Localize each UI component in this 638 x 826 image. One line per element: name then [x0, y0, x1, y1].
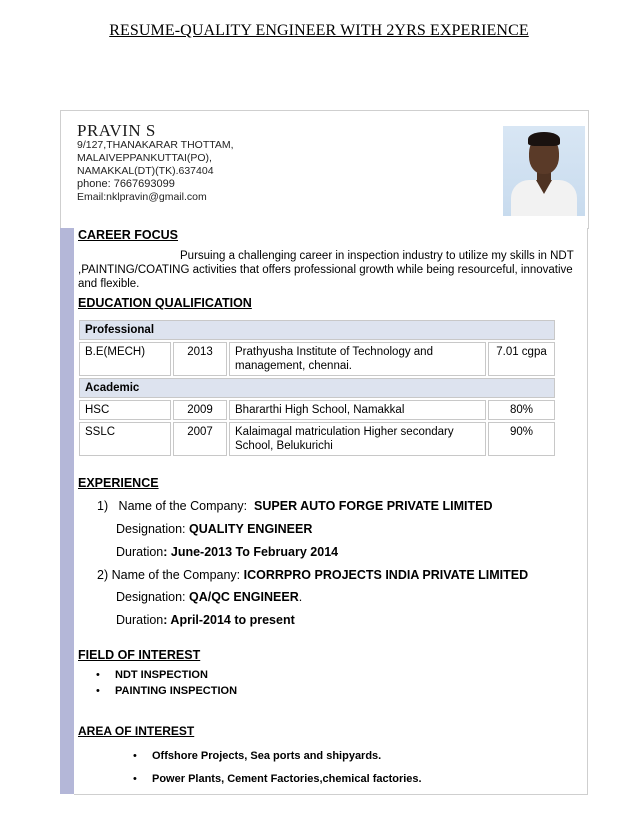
- year-cell: 2013: [173, 342, 227, 376]
- institution-cell: Prathyusha Institute of Technology and management, chennai.: [229, 342, 486, 376]
- address-line-1: 9/127,THANAKARAR THOTTAM,: [77, 139, 234, 151]
- score-cell: 80%: [488, 400, 555, 420]
- left-accent-bar: [60, 228, 74, 794]
- institution-cell: Bhararthi High School, Namakkal: [229, 400, 486, 420]
- address-line-3: NAMAKKAL(DT)(TK).637404: [77, 165, 214, 177]
- email-address: Email:nklpravin@gmail.com: [77, 191, 207, 203]
- experience-duration-2: Duration: April-2014 to present: [116, 613, 295, 627]
- field-of-interest-list: [96, 669, 238, 697]
- area-of-interest-list: [133, 750, 422, 785]
- field-of-interest-heading: FIELD OF INTEREST: [78, 648, 201, 662]
- list-item: • NDT INSPECTION: [96, 669, 208, 681]
- experience-company-1: 1) Name of the Company: SUPER AUTO FORGE PRIVATE LIMITED: [97, 499, 493, 513]
- bullet-icon: •: [96, 669, 100, 681]
- experience-designation-1: Designation: QUALITY ENGINEER: [116, 522, 313, 536]
- list-item: • PAINTING INSPECTION: [96, 685, 238, 697]
- profile-photo: [503, 126, 585, 216]
- bullet-icon: •: [133, 773, 137, 785]
- table-group-row: [79, 320, 555, 340]
- career-focus-body: Pursuing a challenging career in inspection industry to utilize my skills in NDT ,PAINTING/COATING activities that offers professional growth while being resourceful, innovative and flexible.: [78, 250, 574, 290]
- career-focus-heading: CAREER FOCUS: [78, 228, 179, 242]
- address-line-2: MALAIVEPPANKUTTAI(PO),: [77, 152, 212, 164]
- education-heading: EDUCATION QUALIFICATION: [78, 296, 252, 310]
- bullet-icon: •: [133, 750, 137, 762]
- list-item: • Power Plants, Cement Factories,chemical factories.: [133, 773, 422, 785]
- document-title: RESUME-QUALITY ENGINEER WITH 2YRS EXPERIENCE: [109, 22, 529, 39]
- bullet-icon: •: [96, 685, 100, 697]
- year-cell: 2007: [173, 422, 227, 456]
- group-label: Academic: [79, 378, 555, 398]
- table-row: [79, 400, 555, 420]
- experience-duration-1: Duration: June-2013 To February 2014: [116, 545, 339, 559]
- institution-cell: Kalaimagal matriculation Higher secondary School, Belukurichi: [229, 422, 486, 456]
- year-cell: 2009: [173, 400, 227, 420]
- degree-cell: B.E(MECH): [79, 342, 171, 376]
- group-label: Professional: [79, 320, 555, 340]
- table-group-row: [79, 378, 555, 398]
- degree-cell: SSLC: [79, 422, 171, 456]
- area-of-interest-heading: AREA OF INTEREST: [78, 724, 195, 738]
- list-item: • Offshore Projects, Sea ports and shipyards.: [133, 750, 382, 762]
- experience-company-2: 2) Name of the Company: ICORRPRO PROJECTS INDIA PRIVATE LIMITED: [97, 568, 529, 582]
- score-cell: 7.01 cgpa: [488, 342, 555, 376]
- score-cell: 90%: [488, 422, 555, 456]
- experience-designation-2: Designation: QA/QC ENGINEER.: [116, 590, 303, 604]
- education-table: [77, 318, 557, 458]
- table-row: [79, 342, 555, 376]
- degree-cell: HSC: [79, 400, 171, 420]
- career-focus-text: [78, 249, 578, 291]
- phone-number: phone: 7667693099: [77, 178, 175, 190]
- table-row: [79, 422, 555, 456]
- experience-heading: EXPERIENCE: [78, 476, 159, 490]
- candidate-name: PRAVIN S: [77, 121, 156, 140]
